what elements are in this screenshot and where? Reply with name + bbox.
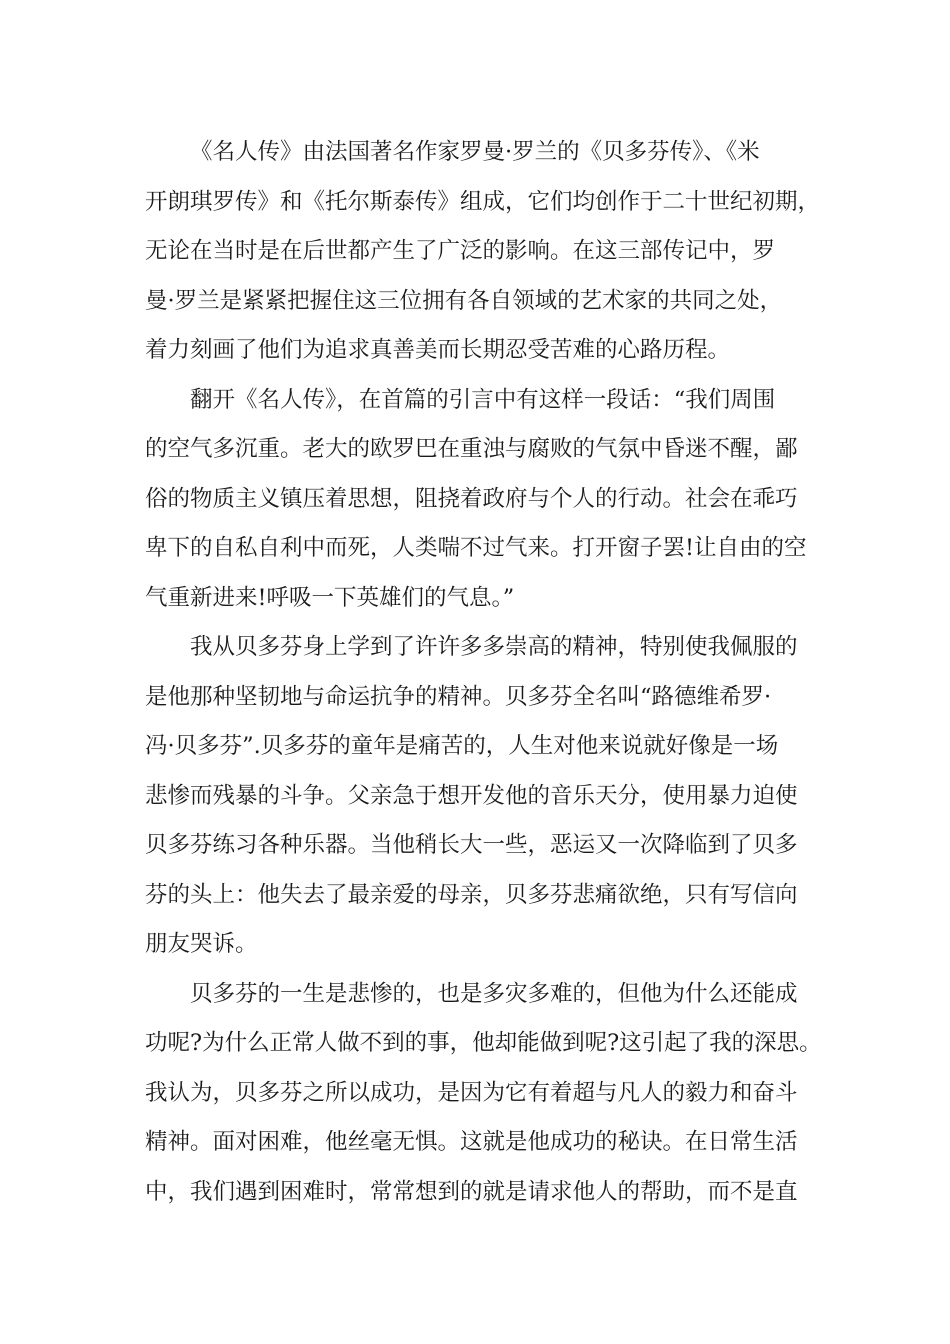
text-line: 开朗琪罗传》和《托尔斯泰传》组成，它们均创作于二十世纪初期， [145, 188, 821, 215]
paragraph-2 [145, 376, 825, 624]
text-line: 着力刻画了他们为追求真善美而长期忍受苦难的心路历程。 [145, 337, 731, 363]
essay-body [145, 128, 825, 1217]
text-line: 中，我们遇到困难时，常常想到的就是请求他人的帮助，而不是直 [145, 1178, 798, 1205]
text-line: 贝多芬练习各种乐器。当他稍长大一些，恶运又一次降临到了贝多 [145, 832, 798, 858]
text-line: 曼·罗兰是紧紧把握住这三位拥有各自领域的艺术家的共同之处， [145, 287, 783, 314]
text-line: 朋友哭诉。 [145, 931, 258, 957]
text-line: 《名人传》由法国著名作家罗曼·罗兰的《贝多芬传》、《米 [190, 139, 760, 165]
text-line: 翻开《名人传》，在首篇的引言中有这样一段话：“我们周围 [190, 386, 776, 413]
text-line: 冯·贝多芬”.贝多芬的童年是痛苦的，人生对他来说就好像是一场 [145, 733, 779, 759]
text-line: 精神。面对困难，他丝毫无惧。这就是他成功的秘诀。在日常生活 [145, 1129, 798, 1155]
text-line: 无论在当时是在后世都产生了广泛的影响。在这三部传记中，罗 [145, 238, 776, 264]
text-line: 气重新进来!呼吸一下英雄们的气息。” [145, 584, 515, 611]
text-line: 芬的头上：他失去了最亲爱的母亲，贝多芬悲痛欲绝，只有写信向 [145, 881, 798, 908]
text-line: 是他那种坚韧地与命运抗争的精神。贝多芬全名叫“路德维希罗· [145, 683, 772, 710]
paragraph-3 [145, 623, 825, 970]
text-line: 贝多芬的一生是悲惨的，也是多灾多难的，但他为什么还能成 [190, 980, 798, 1007]
text-line: 我认为，贝多芬之所以成功，是因为它有着超与凡人的毅力和奋斗 [145, 1079, 798, 1106]
text-line: 功呢?为什么正常人做不到的事，他却能做到呢?这引起了我的深思。 [145, 1030, 822, 1056]
text-line: 悲惨而残暴的斗争。父亲急于想开发他的音乐天分，使用暴力迫使 [145, 782, 798, 809]
text-line: 我从贝多芬身上学到了许许多多崇高的精神，特别使我佩服的 [190, 634, 798, 660]
text-line: 俗的物质主义镇压着思想，阻挠着政府与个人的行动。社会在乖巧 [145, 485, 798, 512]
paragraph-4 [145, 970, 825, 1218]
text-line: 卑下的自私自利中而死，人类喘不过气来。打开窗子罢!让自由的空 [145, 535, 807, 561]
text-line: 的空气多沉重。老大的欧罗巴在重浊与腐败的气氛中昏迷不醒，鄙 [145, 436, 798, 462]
paragraph-1 [145, 128, 825, 376]
